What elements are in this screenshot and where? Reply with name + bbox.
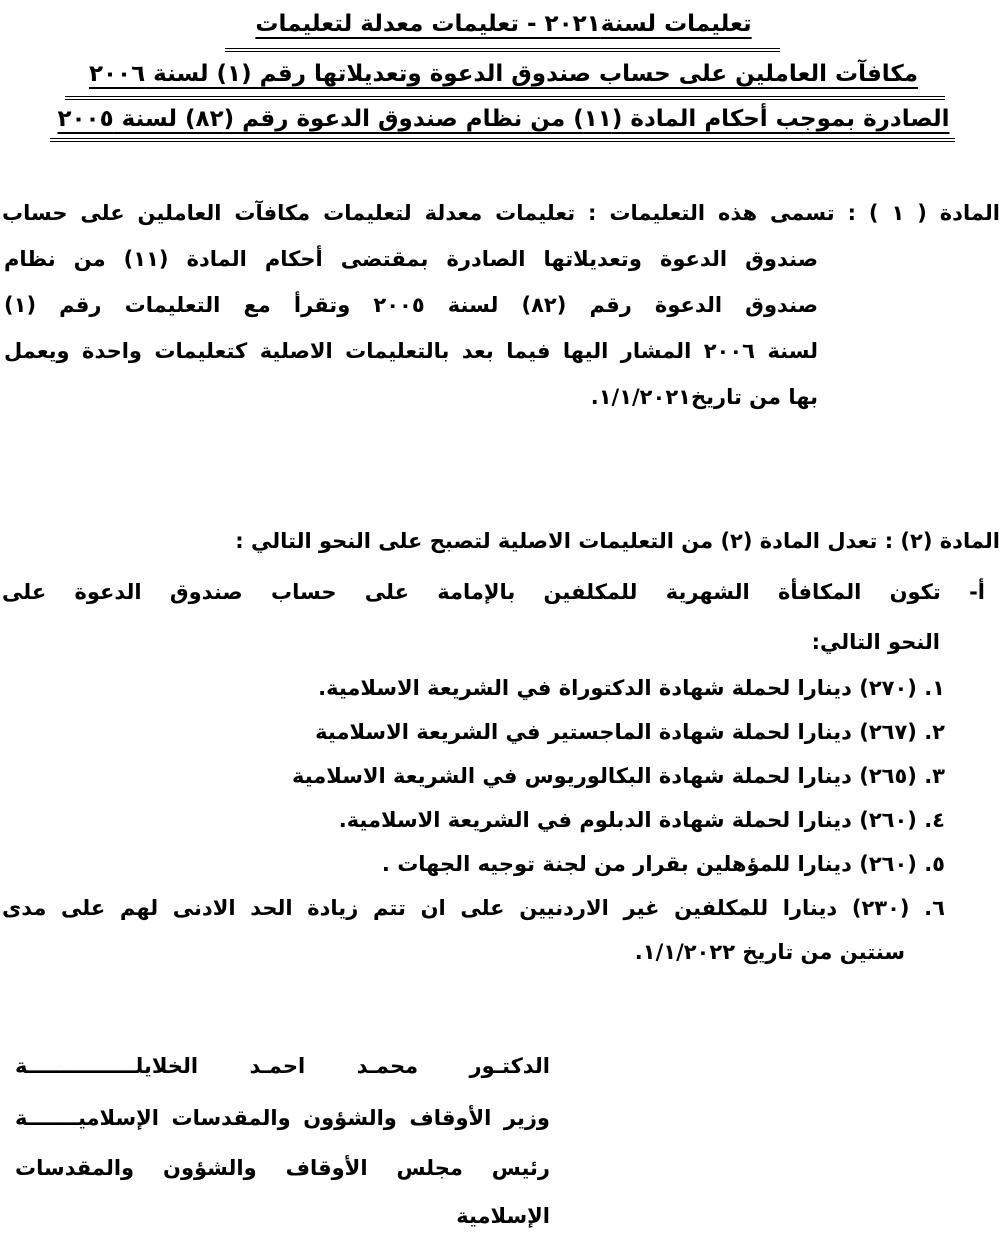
title-line-2: مكافآت العاملين على حساب صندوق الدعوة وتعديلاتها رقم (١) لسنة ٢٠٠٦ — [88, 61, 919, 87]
article-1-line: صندوق الدعوة وتعديلاتها الصادرة بمقتضى أحكام المادة (١١) من نظام — [4, 247, 818, 271]
clause-a-line: أ- تكون المكافأة الشهرية للمكلفين بالإمامة على حساب صندوق الدعوة على — [2, 580, 985, 604]
signatory-title-2: رئيس مجلس الأوقاف والشؤون والمقدسات الإسلامية — [15, 1156, 550, 1228]
article-1-line: لسنة ٢٠٠٦ المشار اليها فيما بعد بالتعليمات الاصلية كتعليمات واحدة ويعمل — [4, 339, 819, 363]
list-item: ٢. (٢٦٧) دينارا لحملة شهادة الماجستير في الشريعة الاسلامية — [315, 720, 945, 744]
article-1-line: بها من تاريخ١/١/٢٠٢١. — [590, 385, 818, 409]
document-header — [0, 0, 1007, 142]
list-item: ١. (٢٧٠) دينارا لحملة شهادة الدكتوراة في الشريعة الاسلامية. — [318, 676, 945, 700]
list-item: ٣. (٢٦٥) دينارا لحملة شهادة البكالوريوس في الشريعة الاسلامية — [292, 764, 945, 788]
signatory-name: الدكتـور محمـد احمـد الخلايلـــــــــــــــة — [15, 1054, 550, 1078]
article-1-line: صندوق الدعوة رقم (٨٢) لسنة ٢٠٠٥ وتقرأ مع التعليمات رقم (١) — [4, 293, 818, 317]
list-item: ٥. (٢٦٠) دينارا للمؤهلين بقرار من لجنة توجيه الجهات . — [381, 852, 945, 876]
article-2-heading: المادة (٢) : تعدل المادة (٢) من التعليمات الاصلية لتصبح على النحو التالي : — [235, 529, 1000, 553]
list-item-continuation: سنتين من تاريخ ١/١/٢٠٢٢. — [634, 940, 905, 964]
article-2 — [0, 516, 1007, 974]
title-line-1: تعليمات لسنة٢٠٢١ - تعليمات معدلة لتعليمات — [255, 11, 752, 37]
list-item: ٤. (٢٦٠) دينارا لحملة شهادة الدبلوم في الشريعة الاسلامية. — [338, 808, 945, 832]
clause-a-line: النحو التالي: — [811, 630, 940, 654]
article-1-line: المادة ( ١ ) : تسمى هذه التعليمات : تعليمات معدلة لتعليمات مكافآت العاملين على حساب — [2, 201, 1000, 225]
title-line-3: الصادرة بموجب أحكام المادة (١١) من نظام صندوق الدعوة رقم (٨٢) لسنة ٢٠٠٥ — [57, 106, 950, 132]
list-item: ٦. (٢٣٠) دينارا للمكلفين غير الاردنيين على ان تتم زيادة الحد الادنى لهم على مدى — [2, 896, 945, 920]
signatory-title: وزير الأوقاف والشؤون والمقدسات الإسلاميـــــــة — [15, 1106, 550, 1130]
signature-block — [0, 1040, 1007, 1240]
item-list — [0, 666, 1007, 974]
article-1 — [0, 190, 1007, 420]
title-rule-3 — [50, 138, 955, 142]
